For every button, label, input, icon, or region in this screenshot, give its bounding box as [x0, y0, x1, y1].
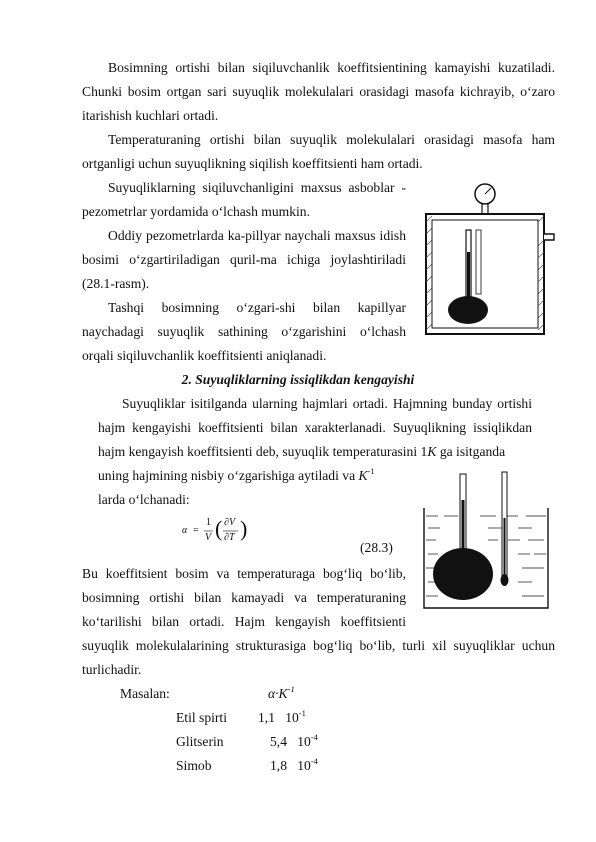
example-row-exponent: -4 [310, 756, 318, 766]
example-row-value [270, 758, 318, 774]
p6-line4-text: uning hajmining nisbiy o‘zgarishiga aytiladi va [98, 468, 359, 483]
formula-paren-right: ) [240, 516, 248, 541]
example-header [268, 686, 295, 702]
example-row-name: Simob [176, 758, 212, 773]
p5-line3: orqali siqiluvchanlik koeffitsienti aniqlanadi. [82, 348, 327, 363]
formula [182, 516, 252, 546]
example-row-name: Etil spirti [176, 710, 227, 725]
section-heading: 2. Suyuqliklarning issiqlikdan kengayishi [181, 372, 415, 387]
p7-line2: bosimning ortishi bilan kamayadi va temperaturaning [82, 590, 406, 605]
example-row-base: 10 [297, 734, 311, 749]
p6-line3 [98, 444, 505, 460]
formula-equals: = [193, 525, 199, 536]
formula-dv: ∂V [224, 517, 236, 528]
formula-paren-left: ( [215, 516, 223, 541]
example-header-unit: ·K [275, 686, 288, 701]
p4-line3: (28.1-rasm). [82, 276, 150, 291]
p7-line4: suyuqlik molekulalarining strukturasiga bog‘liq bo‘lib, turli xil suyuqliklar uchun [82, 638, 555, 653]
p6-line2: hajm kengayishi koeffitsienti bilan xarakterlanadi. Suyuqlikning issiqlikdan [98, 420, 532, 435]
formula-one: 1 [206, 517, 211, 528]
p2-line1: Temperaturaning ortishi bilan suyuqlik molekulalari orasidagi masofa ham [108, 132, 555, 147]
unit-k: K [427, 444, 437, 459]
piezometer-figure [418, 182, 558, 336]
unit-k-inverse: K [358, 468, 368, 483]
example-row-mantissa: 5,4 [270, 734, 287, 749]
p7-line5: turlichadir. [82, 662, 142, 677]
formula-v: V [205, 532, 212, 543]
example-label: Masalan: [120, 686, 170, 701]
unit-k-exponent: -1 [367, 466, 375, 476]
example-row-exponent: -1 [298, 708, 306, 718]
equation-number: (28.3) [360, 540, 393, 555]
p1-line1: Bosimning ortishi bilan siqiluvchanlik koeffitsientining kamayishi kuzatiladi. [108, 60, 555, 75]
example-row-name: Glitserin [176, 734, 224, 749]
p7-line3: ko‘tarilishi bilan ortadi. Hajm kengayish koeffitsienti [82, 614, 406, 629]
example-row-value [258, 710, 306, 726]
formula-alpha: α [182, 525, 188, 536]
p1-line2: Chunki bosim ortgan sari suyuqlik molekulalari orasidagi masofa kichrayib, o‘zaro [82, 84, 555, 99]
p6-line3-text: hajm kengayish koeffitsienti deb, suyuqlik temperaturasini 1 [98, 444, 428, 459]
example-row-base: 10 [297, 758, 311, 773]
p6-line5: larda o‘lchanadi: [98, 492, 190, 507]
p5-line2: naychadagi suyuqlik sathining o‘zgarishini o‘lchash [82, 324, 406, 339]
p1-line3: itarishish kuchlari ortadi. [82, 108, 219, 123]
example-row-exponent: -4 [310, 732, 318, 742]
p3-line1: Suyuqliklarning siqiluvchanligini maxsus asboblar - [108, 180, 406, 195]
example-header-exponent: -1 [287, 684, 295, 694]
p6-line1: Suyuqliklar isitilganda ularning hajmlari ortadi. Hajmning bunday ortishi [122, 396, 532, 411]
formula-fraction-bars [182, 516, 252, 546]
p5-line1: Tashqi bosimning o‘zgari-shi bilan kapillyar [108, 300, 406, 315]
expansion-figure [418, 470, 556, 610]
formula-dt: ∂T [224, 532, 235, 543]
p7-line1: Bu koeffitsient bosim va temperaturaga bog‘liq bo‘lib, [82, 566, 406, 581]
example-header-alpha: α [268, 686, 276, 701]
p6-line3-tail: ga isitganda [436, 444, 506, 459]
p3-line2: pezometrlar yordamida o‘lchash mumkin. [82, 204, 311, 219]
example-row-mantissa: 1,8 [270, 758, 287, 773]
p4-line1: Oddiy pezometrlarda ka-pillyar naychali maxsus idish [108, 228, 406, 243]
p2-line2: ortganligi uchun suyuqlikning siqilish koeffitsienti ham ortadi. [82, 156, 423, 171]
example-row-base: 10 [285, 710, 299, 725]
p4-line2: bosimi o‘zgartiriladigan quril-ma ichiga joylashtiriladi [82, 252, 406, 267]
p6-line4 [98, 468, 375, 484]
example-row-mantissa: 1,1 [258, 710, 275, 725]
example-row-value [270, 734, 318, 750]
